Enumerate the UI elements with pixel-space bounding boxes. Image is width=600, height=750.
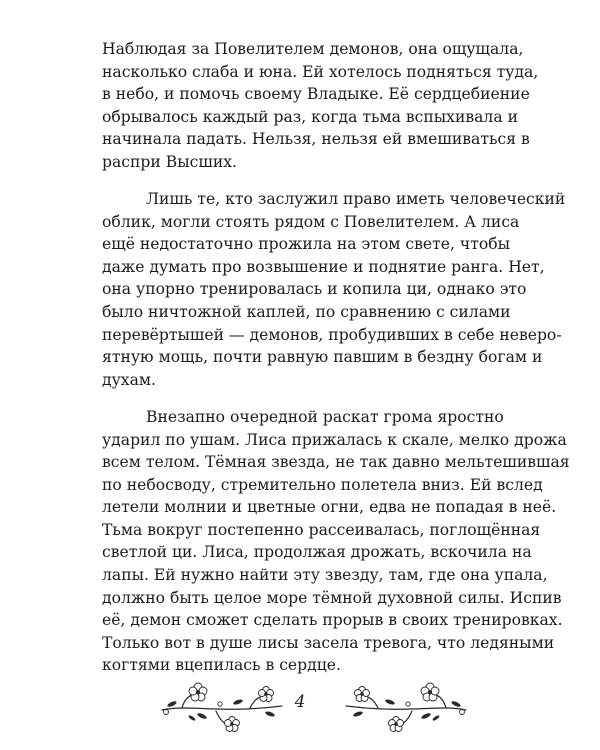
page-number: 4	[294, 692, 306, 712]
text-line: было ничтожной каплей, по сравнению с силами	[102, 303, 511, 322]
body-text	[102, 38, 570, 692]
blossom-branch-icon	[342, 680, 470, 735]
blossom-branch-icon	[158, 680, 286, 735]
text-line: лапы. Ей нужно найти эту звезду, там, где она упала,	[102, 566, 548, 585]
text-line: должно быть целое море тёмной духовной силы. Испив	[102, 588, 562, 607]
text-line: всем телом. Тёмная звезда, не так давно мельтешившая	[102, 453, 570, 472]
text-line: облик, могли стоять рядом с Повелителем. А лиса	[102, 212, 520, 231]
text-line: распри Высших.	[102, 152, 237, 171]
text-line: начинала падать. Нельзя, нельзя ей вмешиваться в	[102, 130, 530, 149]
text-line: ещё недостаточно прожила на этом свете, чтобы	[102, 235, 511, 254]
text-line: ятную мощь, почти равную павшим в бездну богам и	[102, 348, 543, 367]
text-line: духам.	[102, 370, 156, 389]
text-line: летели молнии и цветные огни, едва не попадая в неё.	[102, 498, 557, 517]
text-line: обрывалось каждый раз, когда тьма вспыхивала и	[102, 107, 518, 126]
text-line: в небо, и помочь своему Владыке. Её сердцебиение	[102, 85, 530, 104]
text-line: насколько слаба и юна. Ей хотелось подняться туда,	[102, 62, 539, 81]
text-line: когтями вцепилась в сердце.	[102, 656, 341, 675]
text-line: светлой ци. Лиса, продолжая дрожать, вскочила на	[102, 543, 532, 562]
text-line: по небосводу, стремительно полетела вниз. Ей вслед	[102, 475, 543, 494]
text-line: Внезапно очередной раскат грома яростно	[146, 407, 504, 426]
paragraph	[102, 188, 566, 391]
text-line: перевёртышей — демонов, пробудивших в себе неверо-	[102, 325, 562, 344]
text-line: ударил по ушам. Лиса прижалась к скале, мелко дрожа	[102, 430, 567, 449]
text-line: её, демон сможет сделать прорыв в своих тренировках.	[102, 611, 563, 630]
text-line: даже думать про возвышение и поднятие ранга. Нет,	[102, 257, 545, 276]
text-line: Лишь те, кто заслужил право иметь человеческий	[146, 190, 566, 209]
text-line: Только вот в душе лисы засела тревога, что ледяными	[102, 633, 555, 652]
text-line: Тьма вокруг постепенно рассеивалась, поглощённая	[102, 520, 541, 539]
text-line: Наблюдая за Повелителем демонов, она ощущала,	[102, 40, 524, 58]
paragraph	[102, 38, 539, 174]
page-footer	[0, 672, 600, 742]
paragraph	[102, 406, 570, 677]
text-line: она упорно тренировалась и копила ци, однако это	[102, 280, 527, 299]
